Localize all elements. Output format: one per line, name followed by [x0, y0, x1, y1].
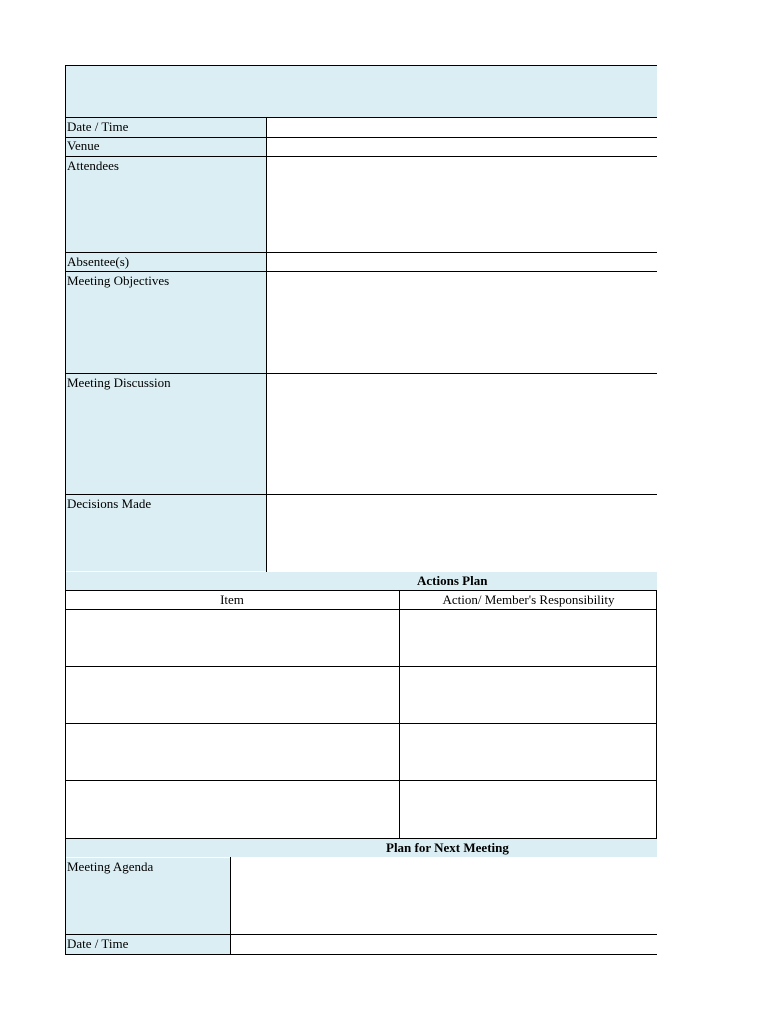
grid-line — [65, 609, 657, 610]
grid-line — [399, 590, 400, 839]
label-meeting-objectives: Meeting Objectives — [65, 272, 266, 373]
label-absentees: Absentee(s) — [65, 253, 266, 271]
grid-line — [65, 723, 657, 724]
input-meeting-objectives[interactable] — [267, 272, 657, 373]
input-meeting-agenda[interactable] — [231, 858, 657, 934]
meeting-minutes-form — [65, 65, 657, 955]
action-item-cell[interactable] — [65, 724, 399, 780]
grid-line — [65, 838, 657, 839]
grid-line — [65, 373, 657, 374]
grid-line — [65, 271, 657, 272]
column-header-responsibility: Action/ Member's Responsibility — [442, 592, 615, 607]
next-meeting-heading: Plan for Next Meeting — [65, 839, 657, 857]
form-title-cell[interactable] — [65, 65, 657, 117]
input-absentees[interactable] — [267, 253, 657, 271]
input-decisions-made[interactable] — [267, 495, 657, 571]
grid-line — [656, 590, 657, 839]
label-meeting-discussion: Meeting Discussion — [65, 374, 266, 494]
grid-line — [65, 137, 657, 138]
input-next-date-time[interactable] — [231, 935, 657, 954]
grid-line — [65, 590, 657, 591]
label-decisions-made: Decisions Made — [65, 495, 266, 571]
action-item-cell[interactable] — [65, 667, 399, 723]
action-item-cell[interactable] — [65, 610, 399, 666]
action-item-cell[interactable] — [65, 781, 399, 838]
input-attendees[interactable] — [267, 157, 657, 252]
grid-line — [230, 857, 231, 955]
grid-line — [65, 494, 657, 495]
input-venue[interactable] — [267, 137, 657, 156]
label-venue: Venue — [65, 137, 266, 156]
label-attendees: Attendees — [65, 157, 266, 252]
grid-line — [65, 780, 657, 781]
label-meeting-agenda: Meeting Agenda — [65, 858, 230, 934]
label-next-date-time: Date / Time — [65, 935, 230, 954]
grid-line — [65, 65, 657, 66]
grid-line — [266, 117, 267, 572]
actions-plan-heading: Actions Plan — [65, 572, 657, 590]
action-responsibility-cell[interactable] — [400, 724, 657, 780]
grid-line — [65, 934, 657, 935]
grid-line — [65, 65, 66, 955]
action-responsibility-cell[interactable] — [400, 781, 657, 838]
label-date-time: Date / Time — [65, 118, 266, 137]
input-date-time[interactable] — [267, 118, 657, 137]
column-header-item: Item — [220, 592, 244, 607]
grid-line — [65, 252, 657, 253]
input-meeting-discussion[interactable] — [267, 374, 657, 494]
grid-line — [65, 156, 657, 157]
grid-line — [65, 666, 657, 667]
action-responsibility-cell[interactable] — [400, 610, 657, 666]
grid-line — [65, 954, 657, 955]
grid-line — [65, 117, 657, 118]
action-responsibility-cell[interactable] — [400, 667, 657, 723]
